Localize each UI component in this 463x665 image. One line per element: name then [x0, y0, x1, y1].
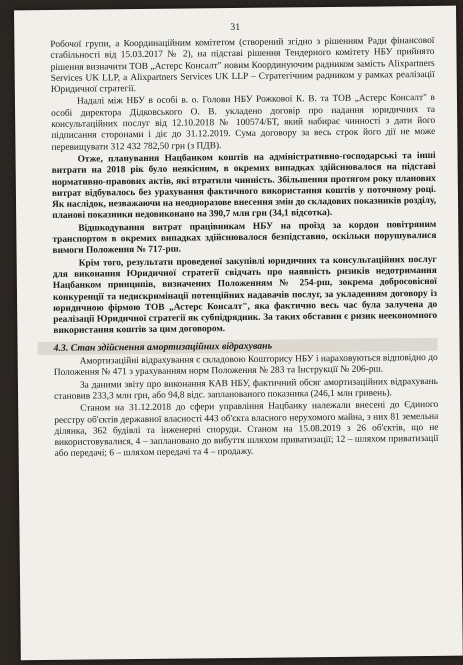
paragraph-conclusion-travel: Відшкодування витрат працівникам НБУ на проїзд за кордон повітряним транспортом в окремих випадках здійснювалося безпідставно, оскільки порушувалися вимоги Положення № 717-рш.	[52, 219, 437, 257]
section-heading: 4.3. Стан здійснення амортизаційних відрахувань	[37, 338, 437, 355]
paragraph-2: Надалі між НБУ в особі в. о. Голови НБУ Рожкової К. В. та ТОВ „Астерс Консалт" в особі директора Дідковського О. В. укладено договір про надання юридичних та консультаційних послуг від 12.10.2018 № 100574/БТ, який набирає чинності з дати його підписання сторонами і діє до 31.12.2019. Сума договору за весь строк його дії не може перевищувати 312 432 782,50 грн (з ПДВ).	[51, 93, 436, 153]
paragraph-conclusion-procurement: Крім того, результати проведеної закупівлі юридичних та консультаційних послуг для виконання Юридичної стратегії свідчать про наявність ризиків недотримання Нацбанком принципів, визначених Положенням № 254-рш, зокрема добросовісної конкуренції та недискримінації потенційних надавачів послуг, за укладенням договору із юридичною фірмою ТОВ „Астерс Консалт", яка фактично весь час була залучена до реалізації Юридичної стратегії як субпідрядник. За таких обставин є ризик неекономного використання коштів за цим договором.	[52, 254, 438, 337]
paragraph-1: Робочої групи, а Координаційним комітетом (створений згідно з рішенням Ради фінансової стабільності від 15.03.2017 № 2), на підставі рішення Тендерного комітету НБУ прийнято рішення визначити ТОВ „Астерс Консалт" новим Координуючим радником замість Alixpartners Services UK LLP, а Alixpartners Services UK LLP – Стратегічним радником у рамках реалізації Юридичної стратегії.	[50, 35, 435, 96]
paragraph-amortization-volume: За даними звіту про виконання КАВ НБУ, фактичний обсяг амортизаційних відрахувань становив 233,3 млн грн, або 94,8 відс. запланованого показника (246,1 млн гривень).	[54, 376, 438, 402]
page-content	[50, 36, 438, 461]
paragraph-conclusion-planning: Отже, планування Нацбанком коштів на адміністративно-господарські та інші витрати на 2018 рік було неякісним, в окремих випадках здійснювалося на підставі нормативно-правових актів, які втратили чинність. Збільшення протягом року планових витрат відбувалось без урахування фактичного використання коштів у поточному році. Як наслідок, незважаючи на неодноразове внесення змін до складових показників розділу, планові показники недовиконано на 390,7 млн грн (34,1 відсотка).	[51, 150, 437, 222]
paragraph-property-objects: Станом на 31.12.2018 до сфери управління Нацбанку належали внесені до Єдиного реєстру об'єктів державної власності 443 об'єкта власного нерухомого майна, з них 81 земельна ділянка, 362 будівлі та інженерні споруди. Станом на 15.08.2019 з 26 об'єктів, що не використовувалися, 4 – заплановано до вибуття шляхом приватизації; 12 – шляхом приватизації або передачі; 6 – шляхом передачі та 4 – продажу.	[54, 400, 439, 460]
document-page	[14, 6, 463, 661]
page-number: 31	[230, 21, 241, 34]
paragraph-amortization-intro: Амортизаційні відрахування є складовою Кошторису НБУ і нараховуються відповідно до Положення № 471 з урахуванням норм Положення № 283 та Інструкції № 206-рш.	[53, 352, 438, 379]
